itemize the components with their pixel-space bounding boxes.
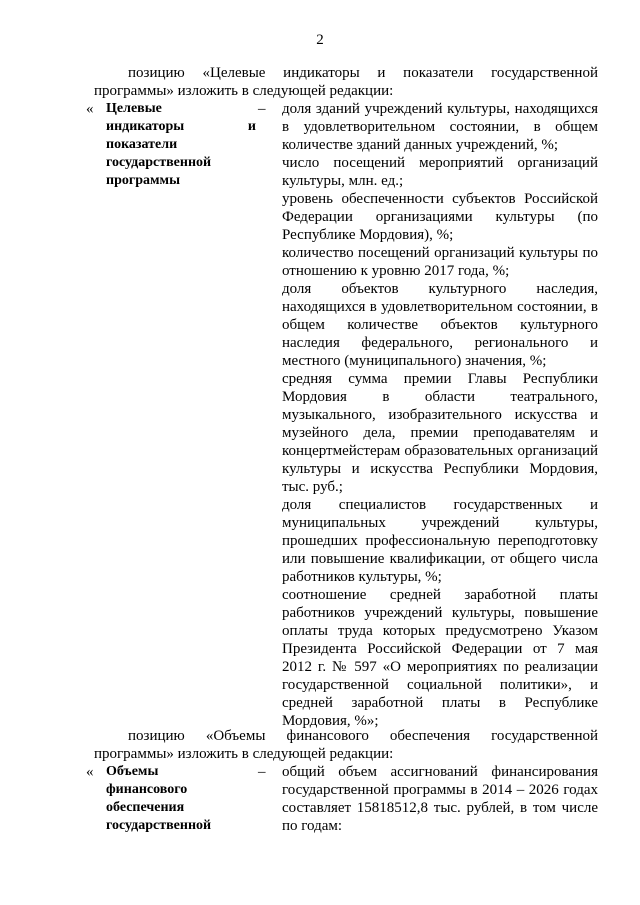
label-line-split xyxy=(106,118,256,136)
indicator-item: число посещений мероприятий организаций культуры, млн. ед.; xyxy=(282,155,598,189)
section-value-list xyxy=(282,763,598,835)
dash-separator: – xyxy=(258,764,266,780)
indicator-item: количество посещений организаций культуры по отношению к уровню 2017 года, %; xyxy=(282,245,598,279)
indicator-item: уровень обеспеченности субъектов Российской Федерации организациями культуры (по Республике Мордовия), %; xyxy=(282,191,598,243)
intro-paragraph-indicators: позицию «Целевые индикаторы и показатели государственной программы» изложить в следующей редакции: xyxy=(94,65,598,99)
section-label xyxy=(106,100,256,190)
label-line: Целевые xyxy=(106,101,162,116)
page-number: 2 xyxy=(316,32,324,48)
intro-paragraph-funding: позицию «Объемы финансового обеспечения государственной программы» изложить в следующей редакции: xyxy=(94,728,598,762)
label-word: и xyxy=(247,119,256,134)
funding-item: общий объем ассигнований финансирования государственной программы в 2014 – 2026 годах составляет 15818512,8 тыс. рублей, в том числе по годам: xyxy=(282,764,598,834)
label-line: государственной xyxy=(106,818,212,833)
section-label xyxy=(106,763,256,835)
indicator-item: средняя сумма премии Главы Республики Мордовия в области театрального, музыкального, изобразительного искусства и музейного дела, премии преподавателям и концертмейстерам образовательных организаций культуры и искусства Республики Мордовия, тыс. руб.; xyxy=(282,371,598,495)
indicator-item: доля зданий учреждений культуры, находящихся в удовлетворительном состоянии, в общем количестве зданий данных учреждений, %; xyxy=(282,101,598,153)
label-line: показатели xyxy=(106,137,178,152)
section-value-list xyxy=(282,100,598,730)
label-line: Объемы xyxy=(106,764,159,779)
indicator-item: доля объектов культурного наследия, находящихся в удовлетворительном состоянии, в общем количестве объектов культурного наследия федерального, регионального и местного (муниципального) значения, %; xyxy=(282,281,598,369)
label-line: программы xyxy=(106,173,180,188)
open-quote: « xyxy=(86,764,94,780)
open-quote: « xyxy=(86,101,94,117)
dash-separator: – xyxy=(258,101,266,117)
indicator-item: доля специалистов государственных и муниципальных учреждений культуры, прошедших профессиональную переподготовку или повышение квалификации, от общего числа работников культуры, %; xyxy=(282,497,598,585)
label-line: государственной xyxy=(106,155,212,170)
label-line: финансового xyxy=(106,782,188,797)
indicator-item: соотношение средней заработной платы работников учреждений культуры, повышение оплаты труда которых предусмотрено Указом Президента Российской Федерации от 7 мая 2012 г. № 597 «О мероприятиях по реализации государственной социальной политики», и средней заработной платы в Республике Мордовия, %»; xyxy=(282,587,598,729)
label-word: индикаторы xyxy=(106,119,185,134)
label-line: обеспечения xyxy=(106,800,185,815)
